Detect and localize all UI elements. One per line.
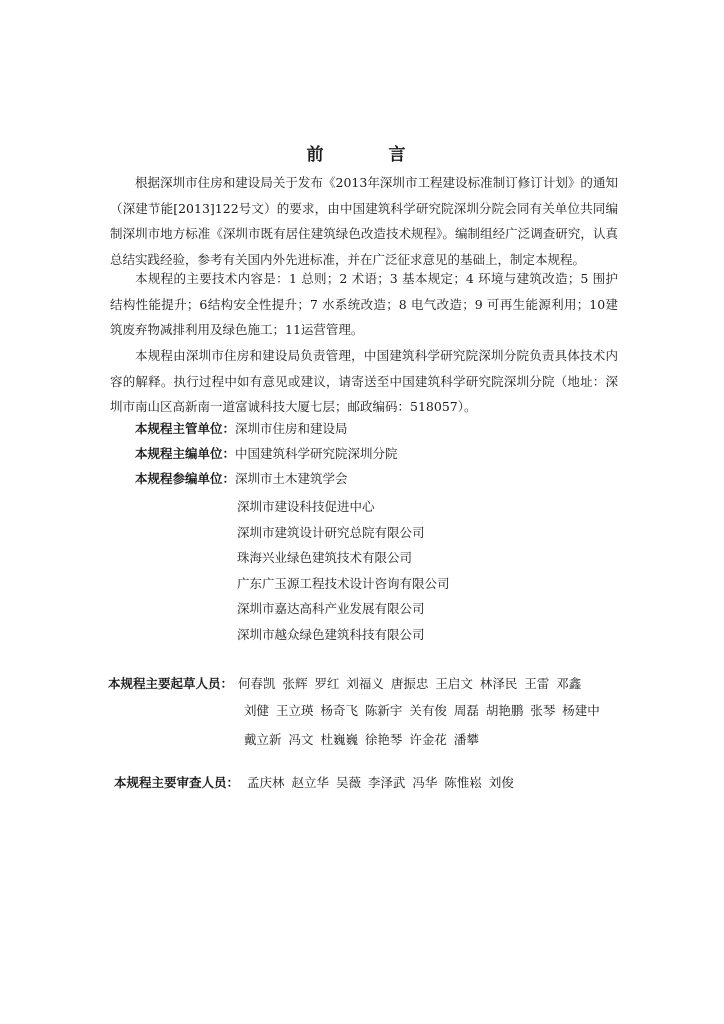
list-item: 广东广玉源工程技术设计咨询有限公司 [237, 575, 450, 591]
participant-unit-row [135, 469, 348, 489]
management-paragraph: 本规程由深圳市住房和建设局负责管理，中国建筑科学研究院深圳分院负责具体技术内容的解释。执行过程中如有意见或建议，请寄送至中国建筑科学研究院深圳分院（地址：深圳市南山区高新南一道富诚科技大厦七层；邮政编码：518057）。 [110, 348, 618, 414]
drafters-line: 刘健 王立瑛 杨奇飞 陈新宇 关有俊 周磊 胡艳鹏 张琴 杨建中 [244, 703, 600, 718]
reviewers-label: 本规程主要审查人员： [114, 775, 240, 790]
intro-paragraph: 根据深圳市住房和建设局关于发布《2013年深圳市工程建设标准制订修订计划》的通知（深建节能[2013]122号文）的要求，由中国建筑科学研究院深圳分院会同有关单位共同编制深圳市地方标准《深圳市既有居住建筑绿色改造技术规程》。编制组经广泛调查研究，认真总结实践经验，参考有关国内外先进标准，并在广泛征求意见的基础上，制定本规程。 [110, 175, 618, 267]
supervisor-unit-row [135, 419, 348, 439]
drafters-line: 何春凯 张辉 罗红 刘福义 唐振忠 王启文 林泽民 王雷 邓鑫 [238, 676, 582, 691]
participant-unit-list [237, 494, 450, 647]
editor-unit-label: 本规程主编单位： [135, 446, 236, 461]
list-item: 深圳市嘉达高科产业发展有限公司 [237, 601, 425, 616]
supervisor-unit-label: 本规程主管单位： [135, 421, 236, 436]
list-item: 珠海兴业绿色建筑技术有限公司 [237, 550, 413, 565]
editor-unit-row [135, 444, 398, 464]
list-item: 深圳市越众绿色建筑科技有限公司 [237, 626, 425, 642]
page-title: 前 言 [306, 145, 430, 165]
reviewers-line: 孟庆林 赵立华 吴薇 李泽武 冯华 陈惟崧 刘俊 [247, 775, 514, 790]
editor-unit-value: 中国建筑科学研究院深圳分院 [235, 446, 398, 461]
content-paragraph: 本规程的主要技术内容是：1 总则；2 术语；3 基本规定；4 环境与建筑改造；5 围护结构性能提升；6结构安全性提升；7 水系统改造；8 电气改造；9 可再生能源利用；10建筑废弃物减排利用及绿色施工；11运营管理。 [110, 271, 618, 337]
participant-unit-first: 深圳市土木建筑学会 [235, 471, 348, 486]
list-item: 深圳市建设科技促进中心 [237, 499, 375, 514]
list-item: 深圳市建筑设计研究总院有限公司 [237, 524, 425, 540]
drafters-label: 本规程主要起草人员： [108, 676, 234, 691]
drafters-line: 戴立新 冯文 杜巍巍 徐艳琴 许金花 潘攀 [244, 732, 479, 747]
participant-unit-label: 本规程参编单位： [135, 471, 236, 486]
supervisor-unit-value: 深圳市住房和建设局 [235, 421, 348, 436]
